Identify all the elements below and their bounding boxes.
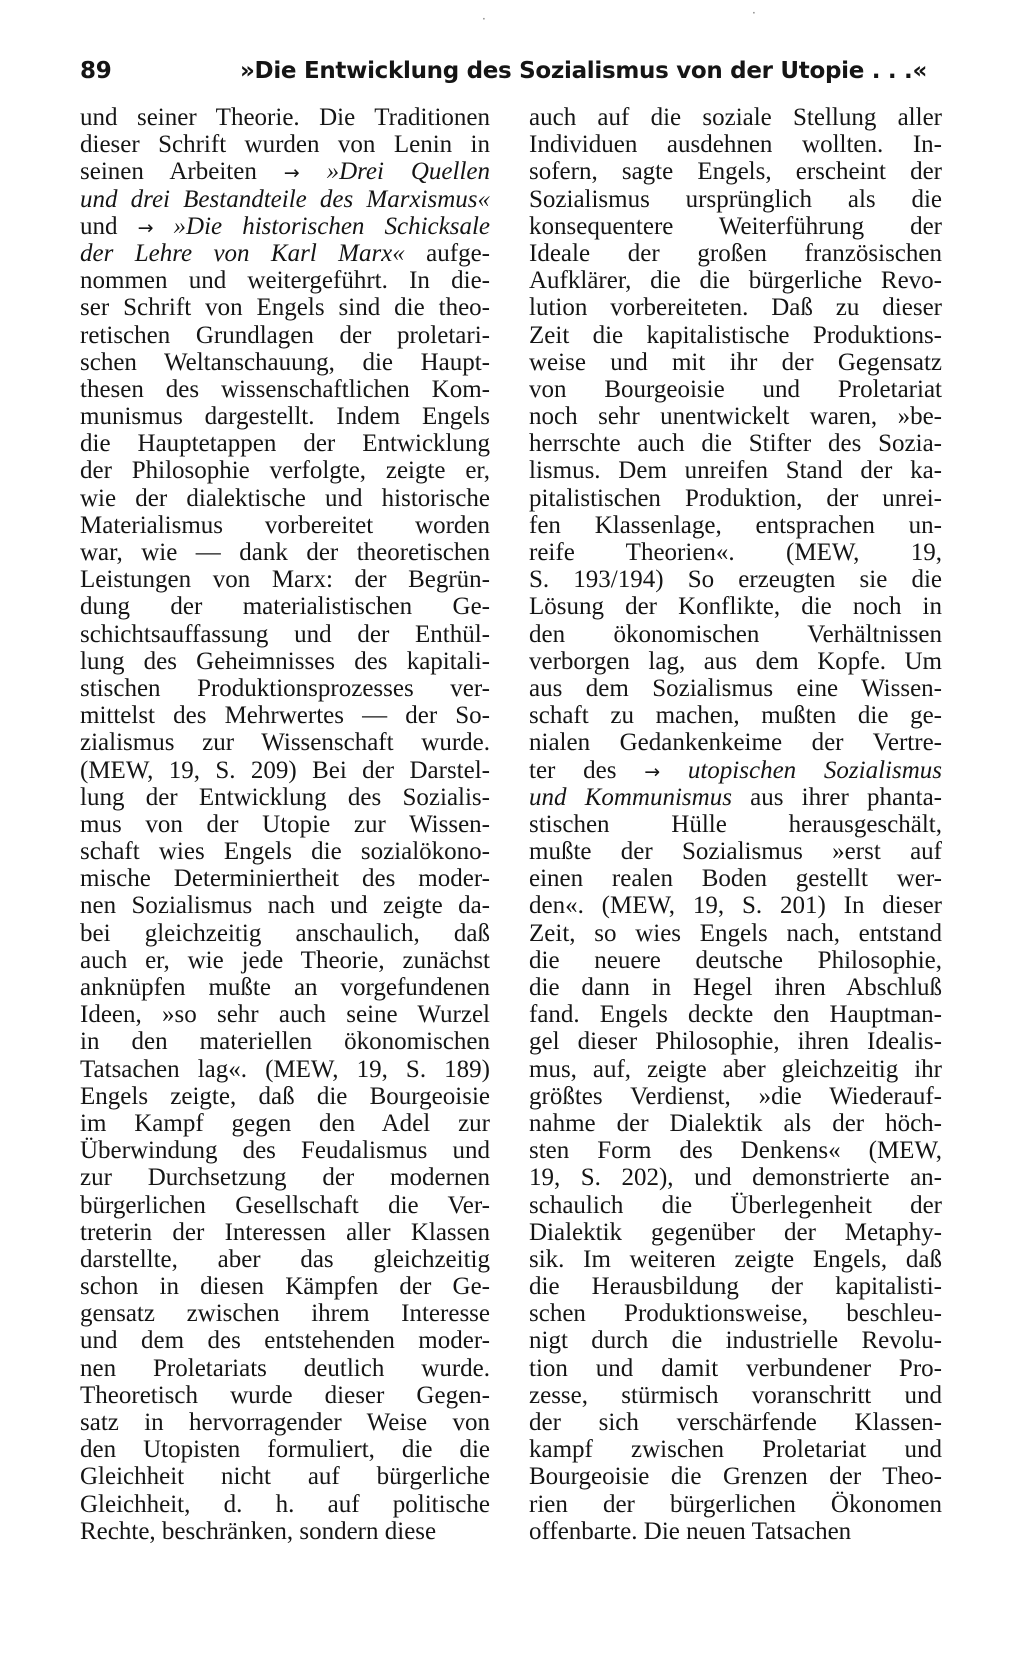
text-run: fen Klassenlage, entsprachen un- — [529, 511, 942, 539]
text-line — [80, 403, 490, 430]
text-line — [529, 1300, 942, 1327]
text-run: (MEW, 19, S. 209) Bei der Darstel- — [80, 756, 490, 784]
text-line — [80, 349, 490, 376]
text-run: lution vorbereiteten. Daß zu dieser — [529, 294, 942, 322]
text-run: die dann in Hegel ihren Abschluß — [529, 974, 942, 1001]
italic-text: der Lehre von Karl Marx« — [80, 239, 405, 267]
text-run: weise und mit ihr der Gegensatz — [529, 348, 942, 376]
text-run: pitalistischen Produktion, der unrei- — [529, 484, 942, 512]
text-line — [80, 1192, 490, 1219]
text-line — [529, 702, 942, 729]
text-line — [529, 376, 942, 403]
text-line — [80, 702, 490, 729]
text-line — [529, 1273, 942, 1300]
text-run: Materialismus vorbereitet worden — [80, 511, 490, 539]
text-line — [80, 1409, 490, 1436]
text-line — [80, 267, 490, 294]
text-run: und — [80, 212, 138, 240]
text-run: Leistungen von Marx: der Begrün- — [80, 566, 490, 594]
text-line — [80, 1382, 490, 1409]
text-line — [80, 784, 490, 811]
text-line — [529, 1355, 942, 1382]
text-line — [80, 1355, 490, 1382]
text-line — [529, 1327, 942, 1354]
text-run: der sich verschärfende Klassen- — [529, 1409, 942, 1436]
text-line — [80, 158, 490, 185]
text-line — [529, 158, 942, 185]
text-run: darstellte, aber das gleichzeitig — [80, 1245, 490, 1273]
text-run: den«. (MEW, 19, S. 201) In dieser — [529, 892, 942, 920]
running-head — [80, 58, 940, 98]
text-line — [80, 1164, 490, 1191]
text-line — [80, 1110, 490, 1137]
text-run: größtes Verdienst, »die Wiederauf- — [529, 1082, 942, 1110]
text-run: Zeit die kapitalistische Produktions- — [529, 321, 942, 349]
text-line — [529, 512, 942, 539]
text-line — [529, 920, 942, 947]
text-run: herrschte auch die Stifter des Sozia- — [529, 430, 942, 458]
text-run: die Hauptetappen der Entwicklung — [80, 430, 490, 458]
text-run: schen Produktionsweise, beschleu- — [529, 1300, 942, 1328]
text-run: gel dieser Philosophie, ihren Idealis- — [529, 1028, 942, 1056]
text-run: schaft wies Engels die sozialökono- — [80, 838, 490, 866]
text-run: sten Form des Denkens« (MEW, — [529, 1137, 942, 1165]
text-line — [80, 1273, 490, 1300]
text-line — [529, 1219, 942, 1246]
text-run: Ideale der großen französischen — [529, 239, 942, 267]
italic-text: und Kommunismus — [529, 783, 732, 811]
text-run: in den materiellen ökonomischen — [80, 1028, 490, 1056]
text-run: schaulich die Überlegenheit der — [529, 1191, 942, 1219]
text-run: anknüpfen mußte an vorgefundenen — [80, 974, 490, 1001]
text-run: Theoretisch wurde dieser Gegen- — [80, 1381, 490, 1409]
text-line — [80, 729, 490, 756]
text-run: lismus. Dem unreifen Stand der ka- — [529, 457, 942, 485]
text-line — [529, 349, 942, 376]
text-run: bürgerlichen Gesellschaft die Ver- — [80, 1191, 490, 1219]
text-run: konsequentere Weiterführung der — [529, 212, 942, 240]
text-line — [80, 1518, 490, 1545]
text-line — [529, 267, 942, 294]
text-line — [80, 376, 490, 403]
text-run: dung der materialistischen Ge- — [80, 593, 490, 621]
text-run: auch er, wie jede Theorie, zunächst — [80, 946, 490, 974]
text-run: lung der Entwicklung des Sozialis- — [80, 783, 490, 811]
text-line — [80, 974, 490, 1001]
text-line — [80, 186, 490, 213]
text-run: den Utopisten formuliert, die die — [80, 1436, 490, 1464]
text-line — [529, 457, 942, 484]
text-line — [80, 485, 490, 512]
text-line — [529, 104, 942, 131]
text-run: nialen Gedankenkeime der Vertre- — [529, 729, 942, 757]
text-run: Lösung der Konflikte, die noch in — [529, 593, 942, 621]
scan-speck: · — [752, 6, 756, 20]
text-line — [80, 1028, 490, 1055]
text-run: ser Schrift von Engels sind die theo- — [80, 294, 490, 322]
text-run: wie der dialektische und historische — [80, 484, 490, 512]
text-line — [80, 1246, 490, 1273]
text-line — [80, 1001, 490, 1028]
text-run: nommen und weitergeführt. In die- — [80, 267, 490, 295]
text-line — [529, 1436, 942, 1463]
text-line — [80, 294, 490, 321]
text-line — [529, 593, 942, 620]
text-run: mus von der Utopie zur Wissen- — [80, 810, 490, 838]
text-run: zialismus zur Wissenschaft wurde. — [80, 729, 490, 757]
text-line — [80, 240, 490, 267]
italic-text: utopischen Sozialismus — [660, 756, 942, 784]
text-line — [529, 892, 942, 919]
text-line — [529, 539, 942, 566]
text-run: mußte der Sozialismus »erst auf — [529, 838, 942, 866]
text-run: Aufklärer, die die bürgerliche Revo- — [529, 267, 942, 295]
text-run: Bourgeoisie die Grenzen der Theo- — [529, 1463, 942, 1491]
text-line — [529, 675, 942, 702]
text-run: S. 193/194) So erzeugten sie die — [529, 566, 942, 594]
text-run: nen Proletariats deutlich wurde. — [80, 1354, 490, 1382]
text-run: bei gleichzeitig anschaulich, daß — [80, 919, 490, 947]
text-run: Dialektik gegenüber der Metaphy- — [529, 1218, 942, 1246]
text-line — [80, 1436, 490, 1463]
text-run: Tatsachen lag«. (MEW, 19, S. 189) — [80, 1055, 490, 1083]
text-run: aus dem Sozialismus eine Wissen- — [529, 674, 942, 702]
text-run: stischen Produktionsprozesses ver- — [80, 674, 490, 702]
text-run: 19, S. 202), und demonstrierte an- — [529, 1164, 942, 1192]
text-run: noch sehr unentwickelt waren, »be- — [529, 403, 942, 431]
text-line — [80, 811, 490, 838]
text-run: rien der bürgerlichen Ökonomen — [529, 1490, 942, 1518]
running-title: »Die Entwicklung des Sozialismus von der Utopie . . .« — [240, 58, 927, 84]
text-run: war, wie — dank der theoretischen — [80, 539, 490, 566]
text-run: Gleichheit nicht auf bürgerliche — [80, 1463, 490, 1491]
text-line — [529, 838, 942, 865]
text-run: die neuere deutsche Philosophie, — [529, 946, 942, 974]
text-line — [529, 294, 942, 321]
text-run: schen Weltanschauung, die Haupt- — [80, 348, 490, 376]
text-line — [529, 566, 942, 593]
text-run: thesen des wissenschaftlichen Kom- — [80, 375, 490, 403]
text-run: verborgen lag, aus dem Kopfe. Um — [529, 647, 942, 675]
text-run: von Bourgeoisie und Proletariat — [529, 375, 942, 403]
text-line — [80, 1219, 490, 1246]
text-line — [80, 593, 490, 620]
text-line — [80, 1327, 490, 1354]
text-run: gensatz zwischen ihrem Interesse — [80, 1300, 490, 1328]
text-line — [529, 811, 942, 838]
text-line — [80, 1083, 490, 1110]
text-run: der Philosophie verfolgte, zeigte er, — [80, 457, 490, 485]
text-line — [80, 104, 490, 131]
cross-reference-arrow-icon: → — [283, 162, 300, 185]
text-run: Individuen ausdehnen wollten. In- — [529, 131, 942, 159]
text-line — [80, 1056, 490, 1083]
text-run: treterin der Interessen aller Klassen — [80, 1218, 490, 1246]
text-line — [80, 512, 490, 539]
text-run: nahme der Dialektik als der höch- — [529, 1109, 942, 1137]
text-line — [80, 865, 490, 892]
text-run: und seiner Theorie. Die Traditionen — [80, 104, 490, 131]
text-run: mittelst des Mehrwertes — der So- — [80, 702, 490, 730]
text-run: seinen Arbeiten — [80, 158, 284, 186]
text-line — [529, 974, 942, 1001]
text-run: Überwindung des Feudalismus und — [80, 1137, 490, 1165]
text-run: nigt durch die industrielle Revolu- — [529, 1327, 942, 1355]
text-run: einen realen Boden gestellt wer- — [529, 865, 942, 893]
text-line — [529, 947, 942, 974]
scan-speck: · — [482, 12, 486, 26]
text-line — [80, 539, 490, 566]
italic-text: und drei Bestandteile des Marxismus« — [80, 185, 490, 213]
text-line — [80, 947, 490, 974]
text-run: offenbarte. Die neuen Tatsachen — [529, 1517, 852, 1545]
text-line — [529, 621, 942, 648]
text-run: sik. Im weiteren zeigte Engels, daß — [529, 1245, 942, 1273]
page-number: 89 — [80, 58, 112, 84]
text-line — [529, 865, 942, 892]
text-line — [529, 1246, 942, 1273]
text-line — [529, 240, 942, 267]
text-line — [80, 566, 490, 593]
text-line — [80, 757, 490, 784]
text-run: Engels zeigte, daß die Bourgeoisie — [80, 1082, 490, 1110]
text-run: Sozialismus ursprünglich als die — [529, 185, 942, 213]
italic-text: »Drei Quellen — [299, 158, 490, 186]
text-run: tion und damit verbundener Pro- — [529, 1354, 942, 1382]
text-line — [80, 322, 490, 349]
text-line — [529, 1382, 942, 1409]
text-line — [80, 648, 490, 675]
text-line — [80, 675, 490, 702]
text-run: retischen Grundlagen der proletari- — [80, 321, 490, 349]
text-run: munismus dargestellt. Indem Engels — [80, 403, 490, 431]
cross-reference-arrow-icon: → — [644, 760, 661, 783]
text-run: fand. Engels deckte den Hauptman- — [529, 1001, 942, 1029]
text-run: die Herausbildung der kapitalisti- — [529, 1273, 942, 1301]
text-line — [529, 1056, 942, 1083]
text-line — [529, 186, 942, 213]
text-run: ter des — [529, 756, 645, 784]
text-line — [529, 1192, 942, 1219]
text-line — [529, 1409, 942, 1436]
text-line — [80, 1491, 490, 1518]
text-line — [529, 430, 942, 457]
text-line — [80, 213, 490, 240]
text-line — [529, 1463, 942, 1490]
text-run: und dem des entstehenden moder- — [80, 1327, 490, 1355]
text-run: dieser Schrift wurden von Lenin in — [80, 131, 490, 159]
text-run: stischen Hülle herausgeschält, — [529, 810, 942, 838]
text-run: schon in diesen Kämpfen der Ge- — [80, 1273, 490, 1301]
text-line — [529, 1083, 942, 1110]
text-line — [529, 1164, 942, 1191]
text-run: nen Sozialismus nach und zeigte da- — [80, 892, 490, 920]
text-line — [80, 1463, 490, 1490]
text-line — [529, 1491, 942, 1518]
text-line — [80, 1300, 490, 1327]
text-column-right — [529, 104, 942, 1545]
text-line — [80, 457, 490, 484]
text-line — [529, 729, 942, 756]
text-line — [529, 757, 942, 784]
text-run: im Kampf gegen den Adel zur — [80, 1109, 490, 1137]
text-line — [529, 1518, 942, 1545]
text-run: sofern, sagte Engels, erscheint der — [529, 158, 942, 186]
text-run: Ideen, »so sehr auch seine Wurzel — [80, 1001, 490, 1029]
text-run: kampf zwischen Proletariat und — [529, 1436, 942, 1464]
text-run: aus ihrer phanta- — [731, 783, 942, 811]
text-line — [529, 1001, 942, 1028]
text-line — [529, 485, 942, 512]
text-run: auch auf die soziale Stellung aller — [529, 104, 942, 131]
text-line — [80, 920, 490, 947]
text-run: Zeit, so wies Engels nach, entstand — [529, 919, 942, 947]
text-run: Gleichheit, d. h. auf politische — [80, 1490, 490, 1518]
text-line — [80, 621, 490, 648]
text-line — [529, 213, 942, 240]
text-run: zur Durchsetzung der modernen — [80, 1164, 490, 1192]
text-line — [529, 1028, 942, 1055]
text-column-left — [80, 104, 490, 1545]
text-line — [529, 131, 942, 158]
text-line — [80, 1137, 490, 1164]
text-run: mische Determiniertheit des moder- — [80, 865, 490, 893]
text-run: aufge- — [404, 239, 491, 267]
text-line — [529, 784, 942, 811]
text-line — [80, 131, 490, 158]
text-run: lung des Geheimnisses des kapitali- — [80, 647, 490, 675]
text-line — [80, 430, 490, 457]
italic-text: »Die historischen Schicksale — [153, 212, 490, 240]
text-run: Rechte, beschränken, sondern diese — [80, 1517, 437, 1545]
text-run: reife Theorien«. (MEW, 19, — [529, 539, 942, 566]
text-line — [529, 1137, 942, 1164]
text-line — [529, 648, 942, 675]
text-run: den ökonomischen Verhältnissen — [529, 620, 942, 648]
text-run: mus, auf, zeigte aber gleichzeitig ihr — [529, 1055, 942, 1083]
text-run: schichtsauffassung und der Enthül- — [80, 620, 490, 648]
text-line — [80, 838, 490, 865]
text-line — [529, 322, 942, 349]
text-run: satz in hervorragender Weise von — [80, 1409, 490, 1436]
text-line — [80, 892, 490, 919]
text-line — [529, 1110, 942, 1137]
text-line — [529, 403, 942, 430]
cross-reference-arrow-icon: → — [137, 216, 154, 239]
text-run: schaft zu machen, mußten die ge- — [529, 702, 942, 730]
text-run: zesse, stürmisch voranschritt und — [529, 1381, 942, 1409]
